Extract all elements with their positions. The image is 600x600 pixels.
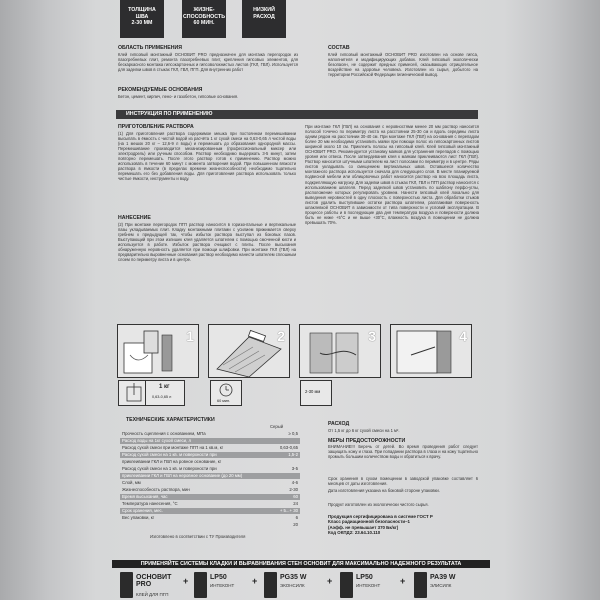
badge-pot-life <box>182 0 226 38</box>
spec-label: Вес упаковки, кг <box>122 515 155 520</box>
product-sub: ЭКОНСИЛК <box>280 583 305 588</box>
badge-line: 60 МИН. <box>193 20 215 26</box>
consumption-text: От 1,5 кг до 6 кг сухой смеси на 1 м². <box>328 428 400 433</box>
spec-value: + 5...+ 30 <box>279 508 298 513</box>
spec-label: Время высыхания, час <box>122 494 168 499</box>
product-sub: КЛЕЙ ДЛЯ ПГП <box>136 592 169 597</box>
water-ratio-icon <box>145 380 185 406</box>
spec-value: 6 <box>295 515 298 520</box>
badge-line: 2-30 ММ <box>131 20 153 26</box>
eco-text: Продукт изготовлен из экологически чистого сырья. <box>328 502 429 507</box>
pot-life-label: 60 мин. <box>217 399 231 403</box>
specs-footnote: Изготовлено в соответствии с ТУ Производителя <box>150 534 246 539</box>
safety-text: ВНИМАНИЕ!!! Беречь от детей. Во время проведения работ следует защищать кожу и глаза. При попадании раствора в глаза и на кожу тщательно промыть большим количеством воды и обратиться к врачу. <box>328 444 478 460</box>
clock-icon <box>211 381 241 399</box>
prep-text: (1) Для приготовления раствора содержимое мешка при постоянном перемешивании высыпать в ёмкость с чистой водой из расчёта 1 кг сухой смеси на 0,63-0,65 л чистой воды (на 1 мешок 20 кг – 12,6-9 л воды) и перемешать до образования однородной массы. Перемешивание производится механизированным (профессиональный миксер или электродрель) или ручным способом. Раствор необходимо выдержать 3-5 минут, затем повторно перемешать. После этого раствор готов к применению. Раствор можно использовать в течение 60 минут с момента затворения водой. При повышенном вязкости раствора в ёмкости (в пределах времени жизнеспособности) необходимо тщательно перемешать его без добавления воды. Для приготовления раствора использовать только чистые ёмкости, инструменты и воду. <box>118 131 296 182</box>
table-row <box>120 445 300 451</box>
step-number: 2 <box>277 328 285 344</box>
cert-line: Продукция сертифицирована в системе ГОСТ Р <box>328 514 433 519</box>
badge-low-consumption <box>242 0 286 38</box>
water-ratio-label: 1 кг <box>159 384 170 390</box>
spec-label: Расход сухой смеси на 1 кв. м поверхности при <box>122 452 217 457</box>
cert-line: Класс радиационной безопасности–1 <box>328 519 410 525</box>
product-bag-icon <box>194 572 207 598</box>
badge-line: СПОСОБНОСТЬ <box>182 13 226 20</box>
spec-label: Расход сухой смеси на 1 кв. м поверхности при <box>122 466 217 471</box>
certification-block <box>328 514 433 535</box>
step-3-illustration <box>299 324 381 378</box>
composition-text: Клей гипсовый монтажный ОСНОВИТ PRO изготовлен на основе гипса, наполнителя и модифицирующих добавок. Клей гипсовый экологически безопасен, не содержит вредных примесей, оказывающих отрицательное воздействие на здоровье человека. Изготовлен из сырья, добытого на территории Российской Федерации гигиенический вывод. <box>328 52 478 78</box>
spec-label: Жизнеспособность раствора, мин <box>122 487 190 492</box>
area-title: ОБЛАСТЬ ПРИМЕНЕНИЯ <box>118 45 182 51</box>
product-name: LP50 <box>210 574 227 581</box>
step-number: 1 <box>186 328 194 344</box>
product-osnovit-pro <box>120 572 182 600</box>
spec-label: приклеивании ГКЛ и ГВЛ на неровное основание (до 20 мм) <box>122 473 243 478</box>
bases-title: РЕКОМЕНДУЕМЫЕ ОСНОВАНИЯ <box>118 87 203 93</box>
specs-col-header: Серый <box>270 424 284 429</box>
product-bag-icon <box>120 572 133 598</box>
spec-value: 0,63-0,65 <box>279 445 298 450</box>
cert-line: (Аэфф. не превышает 370 Бк/кг) <box>328 524 399 530</box>
plus-icon: + <box>183 576 189 586</box>
plus-icon: + <box>400 576 406 586</box>
spec-value: ≥ 0,5 <box>288 431 298 436</box>
product-bag-icon <box>414 572 427 598</box>
spec-label: Расход сухой смеси при монтаже ПГП на 1 кв.м, кг <box>122 445 224 450</box>
pot-life-icon <box>210 380 242 406</box>
spec-label: приклеивании ГКЛ и ГВЛ на ровное основание, кг <box>122 459 222 464</box>
instruction-bar: ИНСТРУКЦИЯ ПО ПРИМЕНЕНИЮ <box>116 110 478 119</box>
product-lp50-b <box>340 572 396 600</box>
table-row <box>120 487 300 493</box>
product-sub: ЭЛИСИЛК <box>430 583 452 588</box>
apply-title: НАНЕСЕНИЕ <box>118 215 151 221</box>
product-lp50-a <box>194 572 250 600</box>
table-row <box>120 515 300 521</box>
step-1-illustration <box>117 324 199 378</box>
badge-line: РАСХОД <box>253 13 275 20</box>
table-row <box>120 452 300 458</box>
step-number: 3 <box>368 328 376 344</box>
table-row <box>120 466 300 472</box>
spec-label: Срок хранения, мес. <box>122 508 163 513</box>
table-row <box>120 473 300 479</box>
table-row <box>120 431 300 437</box>
specs-title: ТЕХНИЧЕСКИЕ ХАРАКТЕРИСТИКИ <box>126 417 215 423</box>
spec-value: 20 <box>293 522 298 527</box>
product-bag-icon <box>340 572 353 598</box>
table-row <box>120 459 300 465</box>
product-pg35w <box>264 572 324 600</box>
spec-value: 24 <box>293 501 298 506</box>
safety-title: МЕРЫ ПРЕДОСТОРОЖНОСТИ <box>328 438 406 444</box>
plus-icon: + <box>252 576 258 586</box>
step-number: 4 <box>459 328 467 344</box>
prep-title: ПРИГОТОВЛЕНИЕ РАСТВОРА <box>118 124 194 130</box>
table-row <box>120 438 300 444</box>
spec-value: 60 <box>293 494 298 499</box>
table-row <box>120 501 300 507</box>
product-name: ОСНОВИТ PRO <box>136 574 172 588</box>
product-name: LP50 <box>356 574 373 581</box>
apply-text: (2) При монтаже перегородок ПГП раствор наносится в горизонтальные и вертикальные пазы укладываемых плит. Кладку монтажными плитами с усилием прижимается сверху гребнем к предыдущей так, чтобы избыток раствора выступал из боковых пазов. Выступающий при этом излишек клея удаляется шпателем с помощью смоченной кисти и используется в работе. Избыток раствора счищают с плиты. После высыхания обнаруженную неровность удаляется при помощи шлифовки. При монтаже ГКЛ (ГВЛ) на предварительно выровненные основания раствор необходимо нанести шпателем сплошным слоем по периметру листа и в центре. <box>118 222 296 263</box>
spec-value: 2-30 <box>289 487 298 492</box>
mid-instruction-text: При монтаже ГКЛ (ГВЛ) на основания с неровностями менее 20 мм раствор наносится полосой точечно по периметру листа на расстоянии 25-30 см и вдоль середины листа одним рядом на расстоянии 30-40 см. При монтаже ГКЛ (ГВЛ) на основания с перепадом более 20 мм необходимо установить маяки при помощи полос из гипсокартонных листов шириной около 10 см. Приклеить полосы на гипсовый клей. Клей гипсовый монтажный ОСНОВИТ PRO. Рекомендуется установку маяков для устранения перепадов с помощью уровня или отвеса. После затвердевания клея к маякам приклеиваются лист ГКЛ (ГВЛ). Раствор наносится штучными шпателем на лист полосами по периметру и в центре. Ряды листов укладывать со смещением вертикальных швов. Оставшееся количество монтажного раствора используется сначала для следующего слоя. В месте планируемой подвесной мебели или облицовочных работ наносится раствор на всю площадь листа, подкрепляющую нагрузку. Для заделки швов в стыках ГКЛ, ГВЛ и ПГП раствор наносится с использованием шпателя. Перед заделкой швов установить по шаблону перфо-углы, расположение которых регулировать уровнем. Нанести гипсовый клей локально для выведения неровностей в одну плоскость с поверхностью листа. Для обработки стыков листов удалить выступившие остатки раствора шпателем, разглаживая поверхность шпаклевкой ОСНОВИТ в зависимости от типа поверхности и условий эксплуатации. В процессе работы и в последующие два дня температура воздуха и поверхности должна быть не ниже +5°C и не выше +30°C, влажность воздуха в помещении не должна превышать 70%. <box>305 124 479 225</box>
cert-line: Код ОКПД2: 23.64.10.110 <box>328 529 381 535</box>
composition-title: СОСТАВ <box>328 45 350 51</box>
step-4-illustration <box>390 324 472 378</box>
badge-line: НИЗКИЙ <box>253 7 275 13</box>
spec-label: Прочность сцепления с основанием, МПа <box>122 431 206 436</box>
product-name: PA39 W <box>430 574 456 581</box>
spec-value: 3-5 <box>291 466 298 471</box>
storage-text: Срок хранения в сухом помещении в заводской упаковке составляет 6 месяцев от даты изготовления. <box>328 476 478 487</box>
table-row <box>120 522 300 528</box>
spec-value: 1,5-2 <box>288 452 298 457</box>
product-sub: ИНТЕКОНТ <box>210 583 235 588</box>
badge-line: ШВА <box>135 13 149 20</box>
system-banner: ПРИМЕНЯЙТЕ СИСТЕМЫ КЛАДКИ И ВЫРАВНИВАНИЯ СТЕН ОСНОВИТ ДЛЯ МАКСИМАЛЬНО НАДЕЖНОГО РЕЗУЛЬТАТА <box>112 560 490 568</box>
product-bag-icon <box>264 572 277 598</box>
date-text: Дата изготовления указана на боковой стороне упаковки. <box>328 488 440 493</box>
product-name: PG35 W <box>280 574 307 581</box>
spec-label: Слой, мм <box>122 480 141 485</box>
product-pa39w <box>414 572 484 600</box>
spec-value: 4-6 <box>291 480 298 485</box>
table-row <box>120 508 300 514</box>
table-row <box>120 480 300 486</box>
badge-line: ЖИЗНЕ- <box>193 7 215 13</box>
spec-label: Температура нанесения, °C <box>122 501 178 506</box>
table-row <box>120 494 300 500</box>
spec-label: Расход воды на 1кг сухой смеси, л <box>122 438 191 443</box>
product-sub: ИНТЕКОНТ <box>356 583 381 588</box>
consumption-title: РАСХОД <box>328 421 350 427</box>
water-ratio-sub: 0,63-0,65 л <box>152 395 172 399</box>
plus-icon: + <box>327 576 333 586</box>
step-2-illustration <box>208 324 290 378</box>
seam-thickness-icon <box>300 380 332 406</box>
bases-text: Бетон, цемент, кирпич, пено- и газобетон, гипсовые основания. <box>118 94 239 99</box>
area-text: Клей гипсовый монтажный ОСНОВИТ PRO предназначен для монтажа перегородок из пазогребневых плит, ремонта пазогребневых плит, крепления гипсовых элементов, для бескаркасного монтажа гипсокартонных и гипсоволокнистых листов (ГКЛ, ГВЛ). Используется для заделки швов в стыках ГКЛ, ГВЛ, ПГП. Для внутренних работ <box>118 52 298 73</box>
badge-line: ТОЛЩИНА <box>128 7 156 13</box>
seam-thickness-label: 2-30 мм <box>305 389 321 394</box>
badge-seam-thickness <box>120 0 164 38</box>
